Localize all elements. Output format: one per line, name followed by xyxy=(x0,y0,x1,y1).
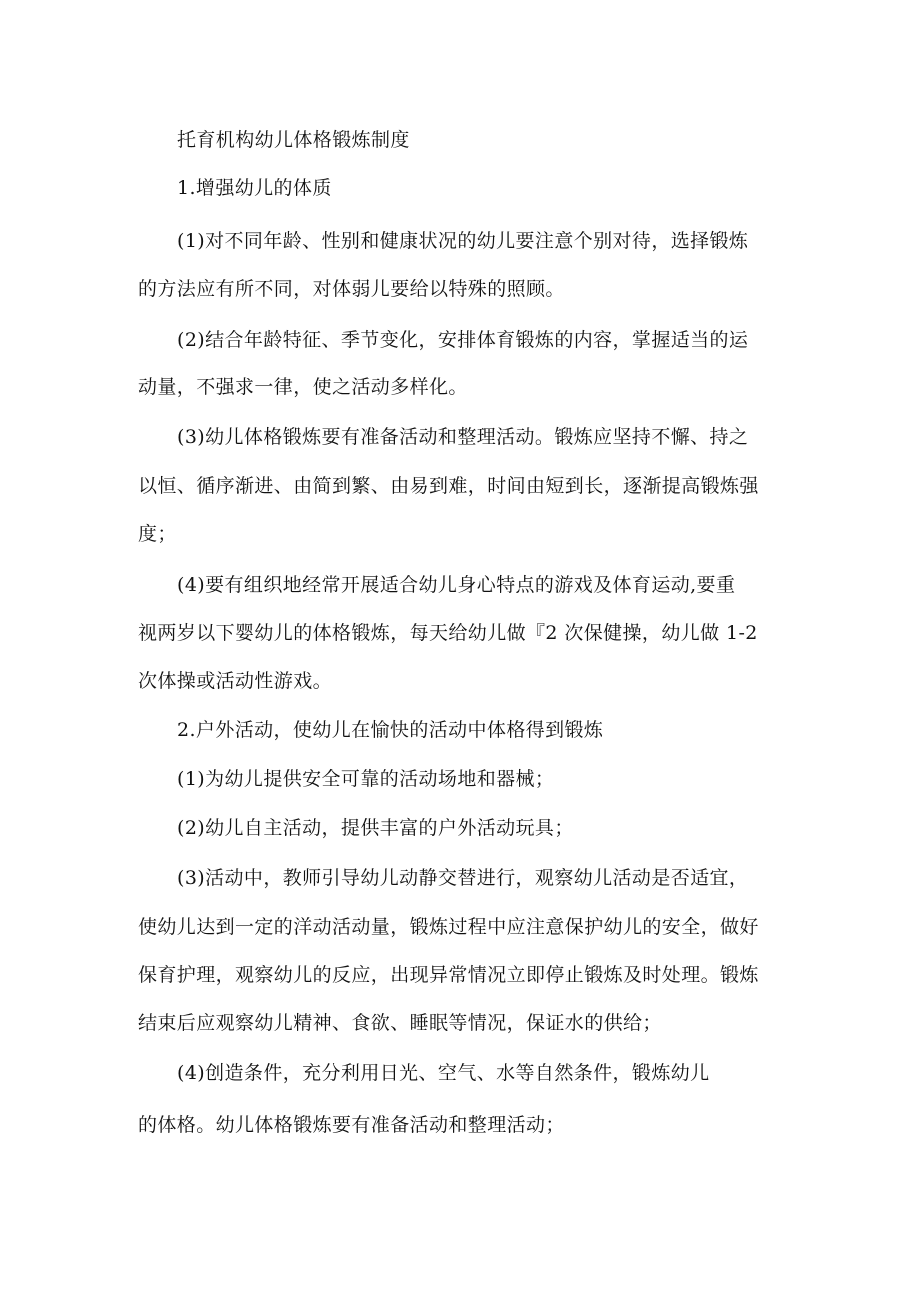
paragraph-line: 视两岁以下婴幼儿的体格锻炼，每天给幼儿做『2 次保健操，幼儿做 1-2 xyxy=(138,622,758,644)
paragraph-line: (3)幼儿体格锻炼要有准备活动和整理活动。锻炼应坚持不懈、持之 xyxy=(177,426,749,448)
paragraph-line: (1)对不同年龄、性别和健康状况的幼儿要注意个别对待，选择锻炼 xyxy=(177,230,749,252)
paragraph-line: 的方法应有所不同，对体弱儿要给以特殊的照顾。 xyxy=(138,278,565,300)
section-heading-1: 1.增强幼儿的体质 xyxy=(177,177,332,199)
paragraph-line: (2)幼儿自主活动，提供丰富的户外活动玩具； xyxy=(177,817,574,839)
section-heading-2: 2.户外活动，使幼儿在愉快的活动中体格得到锻炼 xyxy=(177,719,604,741)
paragraph-line: 保育护理，观察幼儿的反应，出现异常情况立即停止锻炼及时处理。锻炼 xyxy=(138,964,759,986)
paragraph-line: 的体格。幼儿体格锻炼要有准备活动和整理活动； xyxy=(138,1114,565,1136)
paragraph-line: 以恒、循序渐进、由简到繁、由易到难，时间由短到长，逐渐提高锻炼强 xyxy=(138,475,759,497)
paragraph-line: (4)创造条件，充分利用日光、空气、水等自然条件，锻炼幼儿 xyxy=(177,1062,710,1084)
paragraph-line: (1)为幼儿提供安全可靠的活动场地和器械； xyxy=(177,768,555,790)
paragraph-line: 结束后应观察幼儿精神、食欲、睡眠等情况，保证水的供给； xyxy=(138,1012,662,1034)
paragraph-line: 使幼儿达到一定的洋动活动量，锻炼过程中应注意保护幼儿的安全，做好 xyxy=(138,916,759,938)
paragraph-line: (4)要有组织地经常开展适合幼儿身心特点的游戏及体育运动,要重 xyxy=(177,574,736,596)
paragraph-line: 次体操或活动性游戏。 xyxy=(138,670,333,692)
paragraph-line: 度； xyxy=(138,523,177,545)
document-title: 托育机构幼儿体格锻炼制度 xyxy=(177,129,410,151)
paragraph-line: 动量，不强求一律，使之活动多样化。 xyxy=(138,376,468,398)
paragraph-line: (2)结合年龄特征、季节变化，安排体育锻炼的内容，掌握适当的运 xyxy=(177,329,749,351)
paragraph-line: (3)活动中，教师引导幼儿动静交替进行，观察幼儿活动是否适宜， xyxy=(177,867,749,889)
